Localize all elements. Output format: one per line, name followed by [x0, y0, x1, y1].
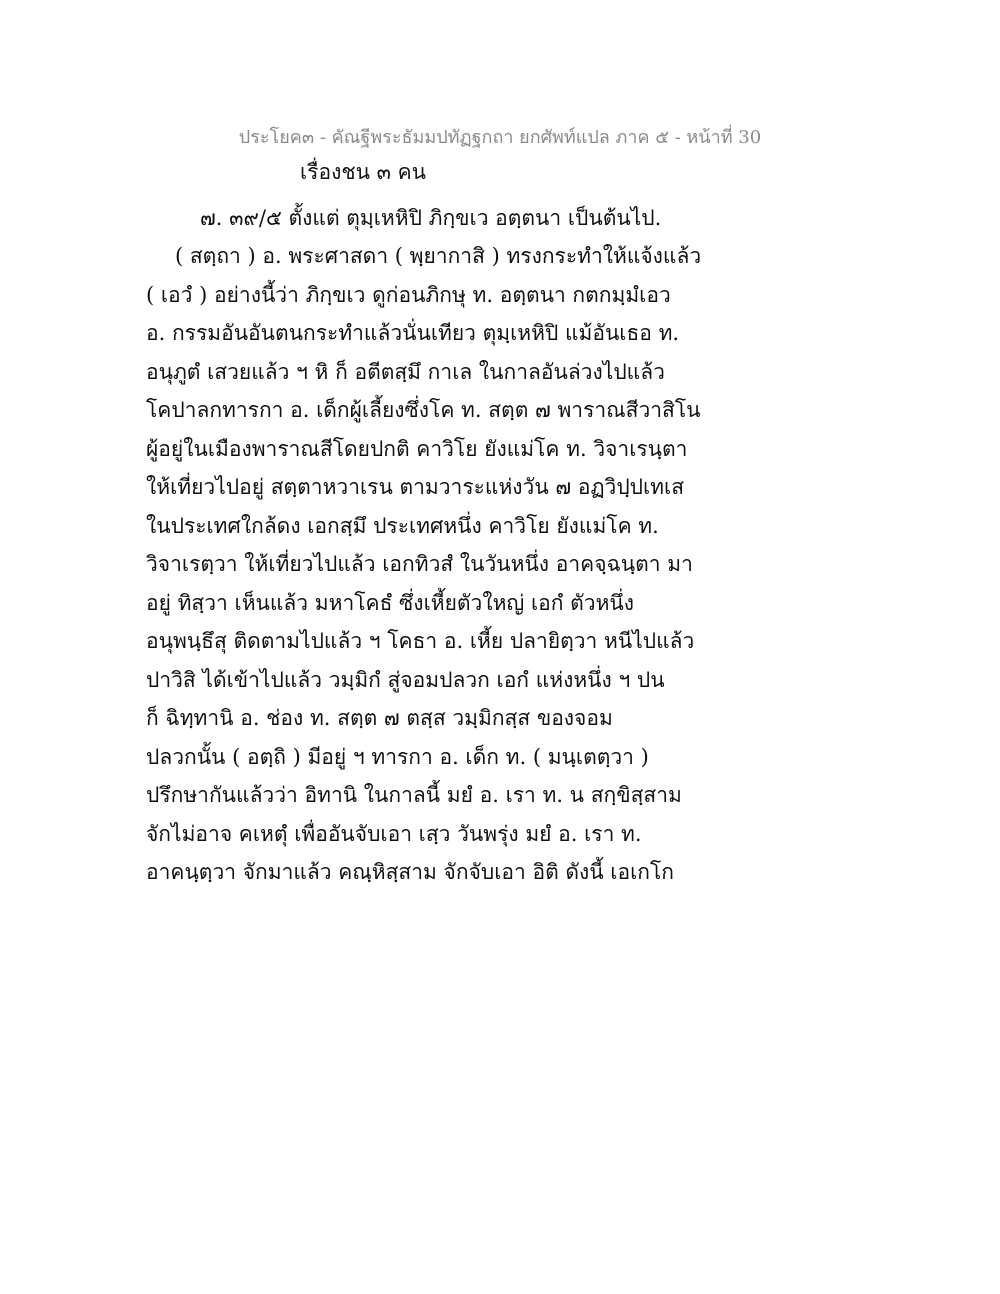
text-line: ให้เที่ยวไปอยู่ สตฺตาหวาเรน ตามวาระแห่งวัน ๗ อฏวิปฺปเทเส: [146, 475, 685, 499]
text-line: จักไม่อาจ คเหตุํ เพื่ออันจับเอา เสฺว วันพรุ่ง มยํ อ. เรา ท.: [146, 822, 642, 846]
running-header: ประโยค๓ - คัณฐีพระธัมมปทัฏฐกถา ยกศัพท์แปล ภาค ๕ - หน้าที่ 30: [238, 127, 762, 148]
text-line: วิจาเรตฺวา ให้เที่ยวไปแล้ว เอกทิวสํ ในวันหนึ่ง อาคจฺฉนฺตา มา: [146, 552, 693, 576]
text-line: อยู่ ทิสฺวา เห็นแล้ว มหาโคธํ ซึ่งเหี้ยตัวใหญ่ เอกํ ตัวหนึ่ง: [146, 591, 635, 615]
text-line: ปรึกษากันแล้วว่า อิทานิ ในกาลนี้ มยํ อ. เรา ท. น สกฺขิสฺสาม: [146, 783, 682, 807]
text-line: อ. กรรมอันอันตนกระทำแล้วนั่นเทียว ตุมฺเหหิปิ แม้อันเธอ ท.: [146, 321, 680, 345]
text-line: ปลวกนั้น ( อตฺถิ ) มีอยู่ ฯ ทารกา อ. เด็ก ท. ( มนฺเตตฺวา ): [146, 745, 649, 769]
text-line: ( เอวํ ) อย่างนี้ว่า ภิกฺขเว ดูก่อนภิกษุ ท. อตฺตนา กตกมฺมํเอว: [146, 283, 671, 307]
text-line: ก็ ฉิทฺทานิ อ. ช่อง ท. สตฺต ๗ ตสฺส วมฺมิกสฺส ของจอม: [146, 706, 613, 730]
text-line: ปาวิสิ ได้เข้าไปแล้ว วมฺมิกํ สู่จอมปลวก เอกํ แห่งหนึ่ง ฯ ปน: [146, 668, 665, 692]
text-line: โคปาลกทารกา อ. เด็กผู้เลี้ยงซึ่งโค ท. สตฺต ๗ พาราณสีวาสิโน: [146, 398, 701, 422]
text-line: ๗. ๓๙/๕ ตั้งแต่ ตุมฺเหหิปิ ภิกฺขเว อตฺตนา เป็นต้นไป.: [200, 206, 662, 230]
text-line: อนุพนฺธึสุ ติดตามไปแล้ว ฯ โคธา อ. เหี้ย ปลายิตฺวา หนีไปแล้ว: [146, 629, 695, 653]
text-line: ในประเทศใกล้ดง เอกสฺมึ ประเทศหนึ่ง คาวิโย ยังแม่โค ท.: [146, 514, 659, 538]
text-line: อาคนฺตฺวา จักมาแล้ว คณฺหิสฺสาม จักจับเอา อิติ ดังนี้ เอเกโก: [146, 860, 674, 884]
text-line: ( สตฺถา ) อ. พระศาสดา ( พฺยากาสิ ) ทรงกระทำให้แจ้งแล้ว: [175, 244, 702, 268]
text-line: ผู้อยู่ในเมืองพาราณสีโดยปกติ คาวิโย ยังแม่โค ท. วิจาเรนฺตา: [146, 437, 688, 461]
story-title: เรื่องชน ๓ คน: [300, 160, 427, 184]
text-line: อนุภูตํ เสวยแล้ว ฯ หิ ก็ อตีตสฺมึ กาเล ในกาลอันล่วงไปแล้ว: [146, 360, 665, 384]
